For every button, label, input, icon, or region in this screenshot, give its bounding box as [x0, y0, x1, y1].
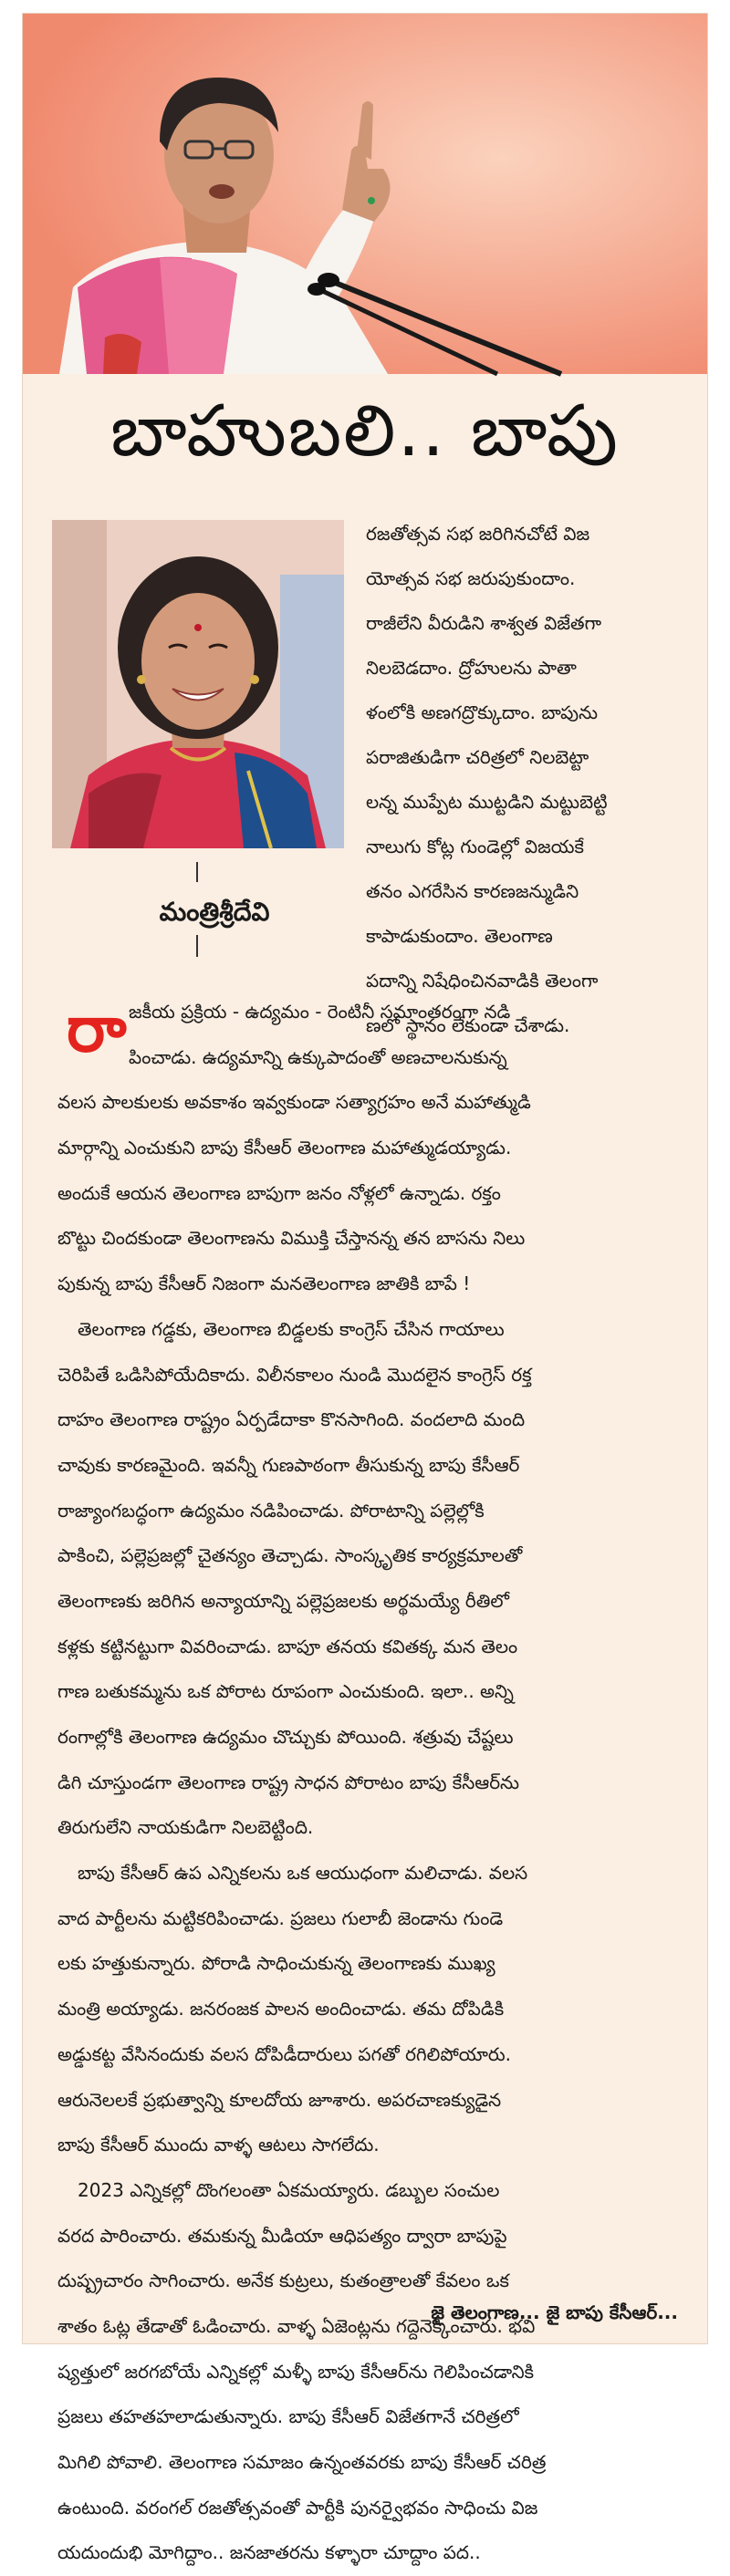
body-line: లకు హత్తుకున్నారు. పోరాడి సాధించుకున్న తెలంగాణకు ముఖ్య — [57, 1952, 495, 1975]
body-line: ష్యత్తులో జరగబోయే ఎన్నికల్లో మళ్ళీ బాపు కేసీఆర్‌ను గెలిపించడానికి — [57, 2360, 535, 2383]
caption-divider-bottom — [196, 935, 198, 957]
body-line: దుష్ప్రచారం సాగించారు. అనేక కుట్రలు, కుతంత్రాలతో కేవలం ఒక — [57, 2270, 509, 2292]
body-line: యదుందుభి మోగిద్దాం.. జనజాతరను కళ్ళారా చూద్దాం పద.. — [57, 2541, 481, 2564]
body-line: మిగిలి పోవాలి. తెలంగాణ సమాజం ఉన్నంతవరకు బాపు కేసీఆర్ చరిత్ర — [57, 2451, 547, 2473]
body-line: అడ్డుకట్ట వేసినందుకు వలస దోపిడీదారులు పగతో రగిలిపోయారు. — [57, 2042, 511, 2065]
intro-line: నాలుగు కోట్ల గుండెల్లో విజయకే — [366, 836, 584, 857]
article-body — [57, 990, 678, 2576]
body-line: ఆరునెలలకే ప్రభుత్వాన్ని కూలదోయ జూశారు. అపరచాణక్యుడైన — [57, 2088, 502, 2111]
intro-line: యోత్సవ సభ జరుపుకుందాం. — [366, 567, 576, 589]
body-line: బాపు కేసీఆర్ ఉప ఎన్నికలను ఒక ఆయుధంగా మలిచాడు. వలస — [78, 1862, 528, 1885]
intro-line: లన్న ముప్పేట ముట్టడిని మట్టుబెట్టి — [366, 791, 608, 813]
closing-slogan: జై తెలంగాణ... జై బాపు కేసీఆర్... — [431, 2301, 678, 2323]
intro-line: రాజీలేని వీరుడిని శాశ్వత విజేతగా — [366, 612, 601, 634]
author-photo — [52, 520, 344, 848]
body-line: జకీయ ప్రక్రియ - ఉద్యమం - రెంటినీ సమాంతరంగా నడి — [129, 1001, 511, 1023]
body-line: పుకున్న బాపు కేసీఆర్ నిజంగా మనతెలంగాణ జాతికి బాపే ! — [57, 1272, 471, 1295]
intro-line: తనం ఎగరేసిన కారణజన్ముడిని — [366, 880, 579, 902]
intro-line: కాపాడుకుందాం. తెలంగాణ — [366, 925, 553, 947]
paragraph-2 — [57, 1307, 678, 1851]
speaker-photo — [23, 14, 707, 374]
intro-line: పదాన్ని నిషేధించినవాడికి తెలంగా — [366, 970, 599, 992]
body-line: బాపు కేసీఆర్ ముందు వాళ్ళ ఆటలు సాగలేదు. — [57, 2134, 380, 2156]
body-line: అందుకే ఆయన తెలంగాణ బాపుగా జనం నోళ్లలో ఉన్నాడు. రక్తం — [57, 1181, 501, 1204]
drop-cap: రా — [67, 992, 127, 1066]
article-headline: బాహుబలి.. బాపు — [110, 390, 620, 473]
newspaper-clipping — [22, 13, 708, 2564]
body-line: తెలంగాణకు జరిగిన అన్యాయాన్ని పల్లెప్రజలకు అర్థమయ్యే రీతిలో — [57, 1589, 510, 1612]
body-line: చెరిపితే ఒడిసిపోయేదికాదు. విలీనకాలం నుండి మొదలైన కాంగ్రెస్ రక్త — [57, 1363, 532, 1386]
body-line: చావుకు కారణమైంది. ఇవన్నీ గుణపాఠంగా తీసుకున్న బాపు కేసీఆర్ — [57, 1453, 520, 1476]
speaker-illustration — [23, 14, 707, 374]
body-line: శాతం ఓట్ల తేడాతో ఓడించారు. వాళ్ళ ఏజెంట్లను గద్దెనెక్కించారు. భవి — [57, 2314, 536, 2337]
intro-line: రజతోత్సవ సభ జరిగినచోటే విజ — [366, 523, 590, 545]
intro-column — [366, 512, 676, 1048]
body-line: డిగి చూస్తుండగా తెలంగాణ రాష్ట్ర సాధన పోరాటం బాపు కేసీఆర్‌ను — [57, 1771, 520, 1793]
body-line: ప్రజలు తహతహలాడుతున్నారు. బాపు కేసీఆర్ విజేతగానే చరిత్రలో — [57, 2405, 519, 2428]
author-illustration — [52, 520, 344, 848]
body-line: గాణ బతుకమ్మను ఒక పోరాట రూపంగా ఎంచుకుంది. ఇలా.. అన్ని — [57, 1680, 514, 1703]
body-line: వలస పాలకులకు అవకాశం ఇవ్వకుండా సత్యాగ్రహం అనే మహాత్ముడి — [57, 1091, 531, 1114]
intro-line: నిలబెడదాం. ద్రోహులను పాతా — [366, 657, 577, 679]
body-line: కళ్లకు కట్టినట్టుగా వివరించాడు. బాపూ తనయ కవితక్క మన తెలం — [57, 1635, 518, 1657]
body-line: తిరుగులేని నాయకుడిగా నిలబెట్టింది. — [57, 1816, 314, 1839]
caption-divider-top — [196, 862, 198, 882]
body-line: పాకించి, పల్లెప్రజల్లో చైతన్యం తెచ్చాడు. సాంస్కృతిక కార్యక్రమాలతో — [57, 1544, 523, 1567]
body-line: వాద పార్టీలను మట్టికరిపించాడు. ప్రజలు గులాబీ జెండాను గుండె — [57, 1906, 504, 1929]
body-line: ఉంటుంది. వరంగల్ రజతోత్సవంతో పార్టీకి పునర్వైభవం సాధించు విజ — [57, 2496, 538, 2519]
body-line: 2023 ఎన్నికల్లో దొంగలంతా ఏకమయ్యారు. డబ్బుల సంచుల — [78, 2178, 500, 2201]
body-line: మార్గాన్ని ఎంచుకుని బాపు కేసీఆర్ తెలంగాణ మహాత్ముడయ్యాడు. — [57, 1137, 512, 1159]
body-line: పించాడు. ఉద్యమాన్ని ఉక్కుపాదంతో అణచాలనుకున్న — [129, 1045, 507, 1068]
paragraph-1-opening — [57, 990, 678, 1080]
body-line: రాజ్యాంగబద్ధంగా ఉద్యమం నడిపించాడు. పోరాటాన్ని పల్లెల్లోకి — [57, 1499, 485, 1522]
body-line: వరద పారించారు. తమకున్న మీడియా ఆధిపత్యం ద్వారా బాపుపై — [57, 2224, 507, 2247]
intro-line: పరాజితుడిగా చరిత్రలో నిలబెట్టా — [366, 746, 589, 768]
paragraph-1 — [57, 1080, 678, 1306]
body-line: తెలంగాణ గడ్డకు, తెలంగాణ బిడ్డలకు కాంగ్రెస్ చేసిన గాయాలు — [78, 1317, 505, 1340]
body-line: రంగాల్లోకి తెలంగాణ ఉద్యమం చొచ్చుకు పోయింది. శత్రువు చేష్టలు — [57, 1726, 514, 1748]
paragraph-4 — [57, 2168, 678, 2576]
intro-line: ళంలోకి అణగద్రొక్కుదాం. బాపును — [366, 701, 599, 723]
body-line: మంత్రి అయ్యాడు. జనరంజక పాలన అందించాడు. తమ దోపిడికి — [57, 1998, 505, 2020]
intro-line: ణలో స్థానం లేకుండా చేశాడు. — [366, 1014, 570, 1036]
body-line: బొట్టు చిందకుండా తెలంగాణను విముక్తి చేస్తానన్న తన బాసను నిలు — [57, 1227, 526, 1250]
paragraph-3 — [57, 1851, 678, 2168]
author-name: మంత్రిశ్రీదేవి — [159, 897, 270, 927]
body-line: దాహం తెలంగాణ రాష్ట్రం ఏర్పడేదాకా కొనసాగింది. వందలాది మంది — [57, 1408, 526, 1431]
